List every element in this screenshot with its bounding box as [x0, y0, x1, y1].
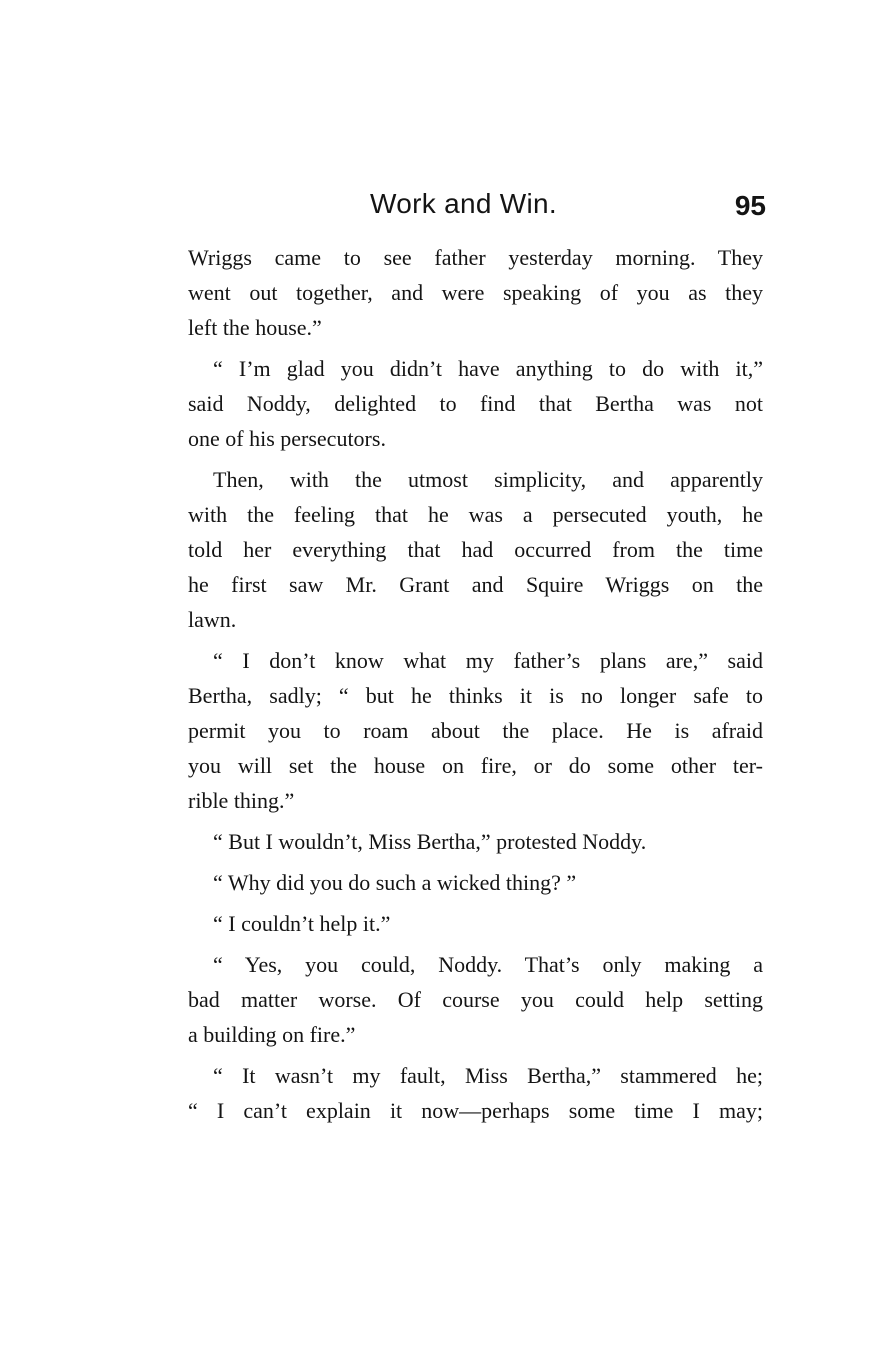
text-line: Bertha, sadly; “ but he thinks it is no longer safe to — [188, 683, 763, 708]
paragraph-8 — [188, 947, 763, 1052]
running-title: Work and Win. — [370, 188, 557, 219]
text-line: you will set the house on fire, or do some other ter- — [188, 753, 763, 778]
paragraph-4 — [188, 643, 763, 818]
text-line: “ It wasn’t my fault, Miss Bertha,” stammered he; — [213, 1063, 763, 1088]
text-line: with the feeling that he was a persecuted youth, he — [188, 502, 763, 527]
paragraph-5 — [188, 824, 763, 859]
text-line: left the house.” — [188, 315, 322, 340]
text-line: “ I can’t explain it now—perhaps some time I may; — [188, 1098, 763, 1123]
text-line: told her everything that had occurred from the time — [188, 537, 763, 562]
text-line: Wriggs came to see father yesterday morning. They — [188, 245, 763, 270]
text-line: lawn. — [188, 607, 237, 632]
running-head — [188, 188, 766, 228]
text-line: “ Why did you do such a wicked thing? ” — [213, 870, 577, 895]
body-text — [188, 240, 763, 1128]
text-line: one of his persecutors. — [188, 426, 386, 451]
text-line: a building on fire.” — [188, 1022, 356, 1047]
text-line: said Noddy, delighted to find that Bertha was not — [188, 391, 763, 416]
text-line: went out together, and were speaking of you as they — [188, 280, 763, 305]
text-line: “ I couldn’t help it.” — [213, 911, 391, 936]
text-line: “ I don’t know what my father’s plans are,” said — [213, 648, 763, 673]
text-line: permit you to roam about the place. He is afraid — [188, 718, 763, 743]
text-line: “ But I wouldn’t, Miss Bertha,” protested Noddy. — [213, 829, 647, 854]
paragraph-6 — [188, 865, 763, 900]
text-line: Then, with the utmost simplicity, and apparently — [213, 467, 763, 492]
paragraph-9 — [188, 1058, 763, 1128]
text-line: he first saw Mr. Grant and Squire Wriggs on the — [188, 572, 763, 597]
text-line: rible thing.” — [188, 788, 295, 813]
paragraph-7 — [188, 906, 763, 941]
paragraph-2 — [188, 351, 763, 456]
text-line: “ Yes, you could, Noddy. That’s only making a — [213, 952, 763, 977]
paragraph-1 — [188, 240, 763, 345]
text-line: “ I’m glad you didn’t have anything to do with it,” — [213, 356, 763, 381]
text-line: bad matter worse. Of course you could help setting — [188, 987, 763, 1012]
paragraph-3 — [188, 462, 763, 637]
page-number: 95 — [734, 190, 766, 221]
